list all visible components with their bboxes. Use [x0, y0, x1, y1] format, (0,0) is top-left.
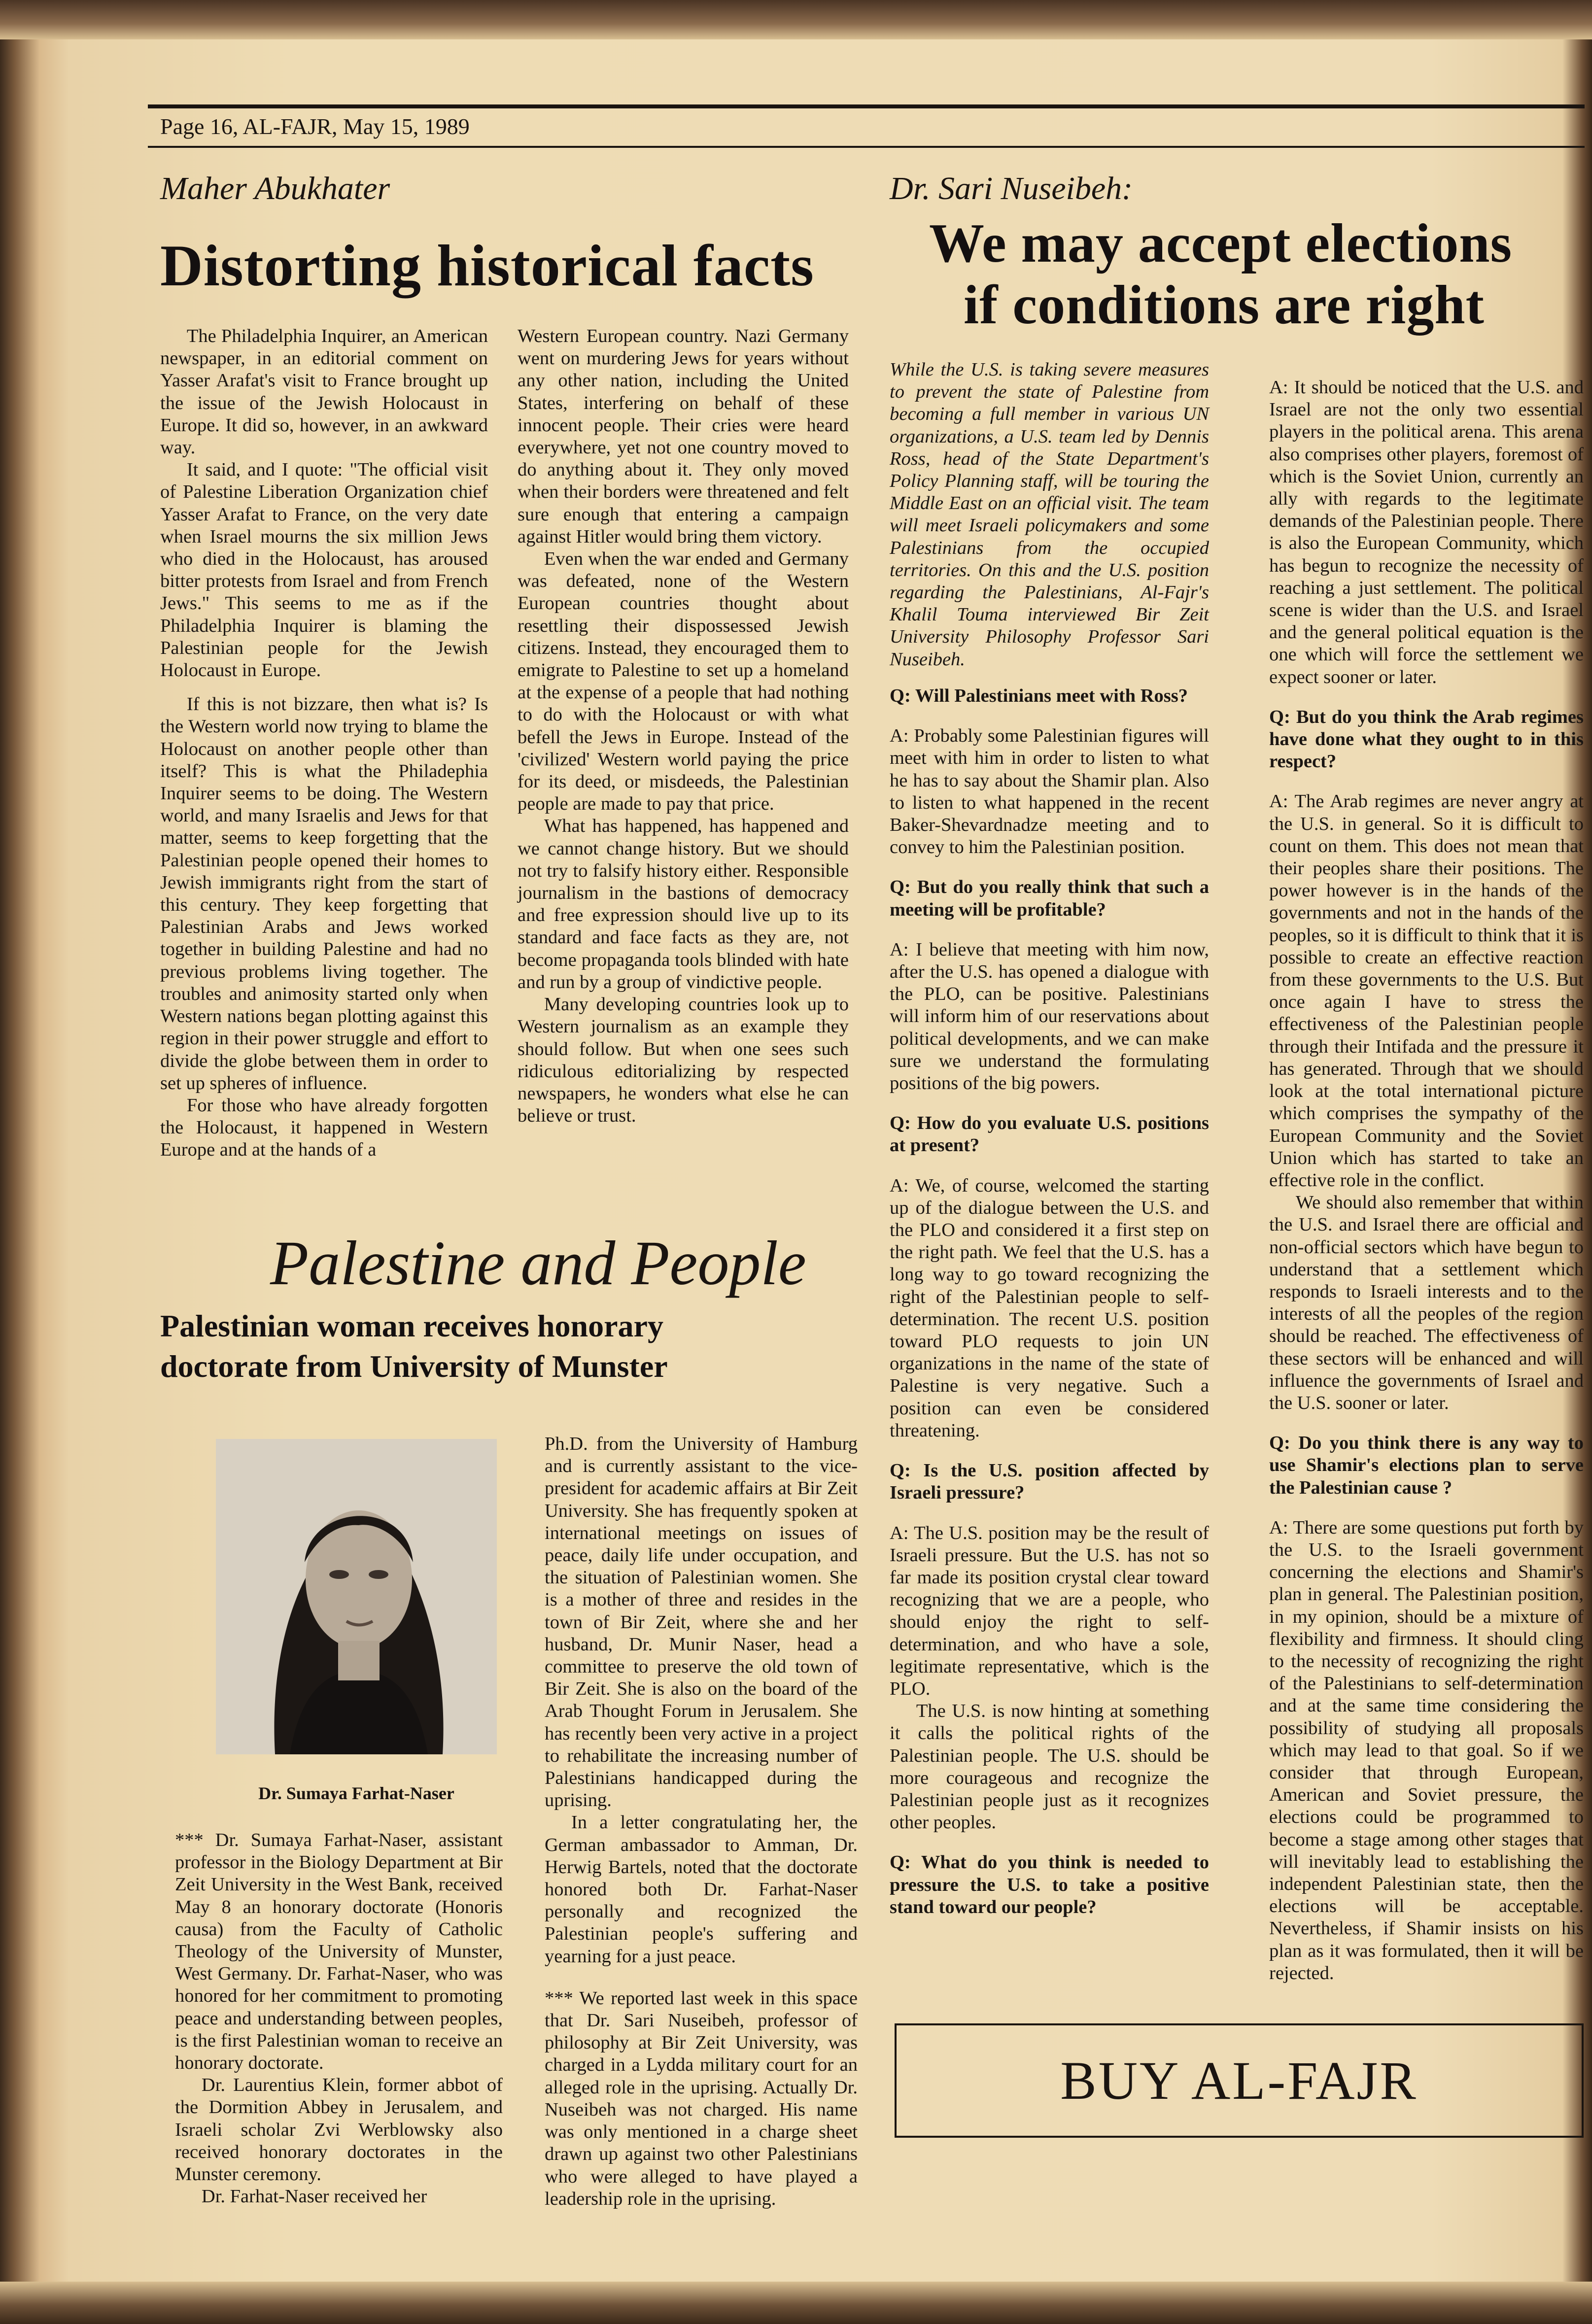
page-top-edge [0, 0, 1592, 39]
right-headline-line-1: We may accept elections [929, 213, 1513, 274]
paragraph: Many developing countries look up to Western journalism as an example they should follow. But when one sees such ridiculous editorializing by respected newspapers, he wonders what else he can believe or trust. [518, 994, 849, 1127]
paragraph: Dr. Farhat-Naser received her [201, 2186, 427, 2207]
portrait-photo [216, 1439, 497, 1754]
interview-question: Q: What do you think is needed to pressure the U.S. to take a positive stand toward our people? [890, 1852, 1209, 1917]
buy-al-fajr-ad: BUY AL-FAJR [895, 2023, 1584, 2138]
left-byline: Maher Abukhater [160, 171, 390, 206]
paragraph: For those who have already forgotten the Holocaust, it happened in Western Europe and at the hands of a [160, 1094, 488, 1161]
section-headline-line-1: Palestinian woman receives honorary [160, 1308, 663, 1343]
paragraph: Ph.D. from the University of Hamburg and is currently assistant to the vice-president for academic affairs at Bir Zeit University. She has frequently spoken at international meetings on issues of peace, daily life under occupation, and the situation of Palestinian women. She is a mother of three and resides in the town of Bir Zeit, where she and her husband, Dr. Munir Naser, head a committee to preserve the old town of Bir Zeit. She is also on the board of the Arab Thought Forum in Jerusalem. She has recently been very active in a project to rehabilitate the increasing number of Palestinians handicapped during the uprising. [545, 1434, 858, 1811]
section-headline-line-2: doctorate from University of Munster [160, 1349, 668, 1384]
interview-answer: A: It should be noticed that the U.S. and Israel are not the only two essential players in the political arena. This arena also comprises other players, foremost of which is the Soviet Union, currently an ally with regards to the legitimate demands of the Palestinian people. There is also the European Community, which has begun to recognize the necessity of reaching a just settlement. The political scene is wider than the U.S. and Israel and the general political equation is the one which will force the settlement we expect sooner or later. [1269, 377, 1584, 687]
interview-question: Q: Is the U.S. position affected by Israeli pressure? [890, 1460, 1209, 1504]
interview-intro: While the U.S. is taking severe measures to prevent the state of Palestine from becoming a full member in various UN organizations, a U.S. team led by Dennis Ross, head of the State Department's Policy Planning staff, will be touring the Middle East on an official visit. The team will meet Israeli policymakers and some Palestinians from the occupied territories. On this and the U.S. position regarding the Palestinians, Al-Fajr's Khalil Touma interviewed Bir Zeit University Philosophy Professor Sari Nuseibeh. [890, 359, 1209, 670]
interview-question: Q: Will Palestinians meet with Ross? [890, 685, 1188, 706]
interview-column-2 [1269, 359, 1584, 1984]
left-headline: Distorting historical facts [160, 233, 814, 298]
interview-column-1 [890, 685, 1209, 1918]
paragraph: What has happened, has happened and we cannot change history. But we should not try to falsify history either. Responsible journalism in the bastions of democracy and free expression should live up to its standard and face facts as they are, not become propaganda tools blinded with hate and run by a group of vindictive people. [518, 816, 849, 992]
interview-question: Q: Do you think there is any way to use Shamir's elections plan to serve the Palestinian cause ? [1269, 1433, 1584, 1498]
paragraph: It said, and I quote: "The official visit of Palestine Liberation Organization chief Yasser Arafat to France, on the very date when Israel mourns the six million Jews who died in the Holocaust, has aroused bitter protests from Israel and from French Jews." This seems to me as if the Philadelphia Inquirer is blaming the Palestinian people for the Jewish Holocaust in Europe. [160, 459, 488, 681]
interview-question: Q: But do you really think that such a meeting will be profitable? [890, 877, 1209, 920]
photo-caption: Dr. Sumaya Farhat-Naser [258, 1783, 454, 1803]
paragraph: *** Dr. Sumaya Farhat-Naser, assistant professor in the Biology Department at Bir Zeit University in the West Bank, received May 8 an honorary doctorate (Honoris causa) from the Faculty of Catholic Theology of the University of Munster, West Germany. Dr. Farhat-Naser, who was honored for her commitment to promoting peace and understanding between peoples, is the first Palestinian woman to receive an honorary doctorate. [175, 1830, 503, 2074]
page-header: Page 16, AL-FAJR, May 15, 1989 [160, 114, 470, 139]
paragraph: Even when the war ended and Germany was defeated, none of the Western European countries thought about resettling their dispossessed Jewish citizens. Instead, they encouraged them to emigrate to Palestine to set up a homeland at the expense of a people that had nothing to do with the Holocaust or with what befell the Jews in Europe. Instead of the 'civilized' Western world paying the price for its deed, or misdeeds, the Palestinian people are made to pay that price. [518, 548, 849, 815]
interview-answer: A: The Arab regimes are never angry at the U.S. in general. So it is difficult to count on them. This does not mean that their peoples share their positions. The power however is in the hands of the governments and not in the hands of the peoples, so it is difficult to think that it is possible to create an effective reaction from these governments to the U.S. But once again I have to stress the effectiveness of the Palestinian people through their Intifada and the pressure it has generated. Through that we should look at the total international picture which comprises the sympathy of the European Community and the Soviet Union which has started to take an effective role in the conflict. [1269, 791, 1584, 1191]
left-article-column-2 [518, 325, 849, 1127]
paragraph: Dr. Laurentius Klein, former abbot of the Dormition Abbey in Jerusalem, and Israeli scholar Zvi Werblowsky also received honorary doctorates in the Munster ceremony. [175, 2075, 503, 2185]
section-column-2 [545, 1433, 858, 2210]
section-title: Palestine and People [270, 1228, 806, 1298]
interview-answer: A: There are some questions put forth by the U.S. to the Israeli government concerning the elections and Shamir's plan in general. The Palestinian position, in my opinion, should be a mixture of flexibility and firmness. It should cling to the necessity of recognizing the right of the Palestinians to self-determination and at the same time considering the possibility of studying all proposals which may lead to that goal. So if we consider that through European, American and Soviet pressure, the elections could be programmed to become a stage among other stages that will inevitably lead to establishing the independent Palestinian state, then the elections will be acceptable. Nevertheless, if Shamir insists on his plan as it was formulated, then it will be rejected. [1269, 1517, 1584, 1983]
paragraph: The U.S. is now hinting at something it calls the political rights of the Palestinian people. The U.S. should be more courageous and recognize the Palestinian people just as it recognizes other peoples. [890, 1701, 1209, 1833]
interview-question: Q: How do you evaluate U.S. positions at present? [890, 1113, 1209, 1156]
paragraph: We should also remember that within the U.S. and Israel there are official and non-official sectors which have begun to understand that a settlement which responds to Israeli interests and to the interests of all the peoples of the region should be reached. The effectiveness of these sectors will be enhanced and will influence the governments of Israel and the U.S. sooner or later. [1269, 1192, 1584, 1413]
right-byline: Dr. Sari Nuseibeh: [890, 171, 1133, 206]
portrait-image [216, 1439, 497, 1754]
right-headline-line-2: if conditions are right [964, 274, 1485, 336]
interview-answer: A: The U.S. position may be the result of Israeli pressure. But the U.S. has not so far made its position crystal clear toward recognizing that we are a people, who should enjoy the right to self-determination, and who have a sole, legitimate representative, which is the PLO. [890, 1522, 1209, 1699]
paragraph: If this is not bizzare, then what is? Is the Western world now trying to blame the Holocaust on another people other than itself? This is what the Philadephia Inquirer seems to be doing. The Western world, and many Israelis and Jews for that matter, seems to keep forgetting that the Palestinian people opened their homes to Jewish immigrants right from the start of this century. They keep forgetting that Palestinian Arabs and Jews worked together in building Palestine and had no previous problems living together. The troubles and animosity started only when Western nations began plotting against this region in their power struggle and effort to divide the globe between them in order to set up spheres of influence. [160, 694, 488, 1094]
paragraph: *** We reported last week in this space that Dr. Sari Nuseibeh, professor of philosophy at Bir Zeit University, was charged in a Lydda military court for an alleged role in the uprising. Actually Dr. Nuseibeh was not charged. His name was only mentioned in a charge sheet drawn up against two other Palestinians who were alleged to have played a leadership role in the uprising. [545, 1987, 858, 2209]
interview-question: Q: But do you think the Arab regimes have done what they ought to in this respect? [1269, 706, 1584, 772]
paragraph: Western European country. Nazi Germany went on murdering Jews for years without any other nation, including the United States, interfering on behalf of these innocent people. Their cries were heard everywhere, yet not one country moved to do anything about it. They only moved when their borders were threatened and felt sure enough that entering a campaign against Hitler would bring them victory. [518, 326, 849, 547]
header-bottom-rule [148, 146, 1585, 148]
interview-answer: A: We, of course, welcomed the starting up of the dialogue between the U.S. and the PLO and considered it a first step on the right path. We feel that the U.S. has a long way to go toward recognizing the right of the Palestinian people to self-determination. The recent U.S. position toward PLO requests to join UN organizations in the name of the state of Palestine is very negative. Such a position can even be considered threatening. [890, 1175, 1209, 1441]
page-bottom-edge [0, 2282, 1592, 2324]
header-top-rule [148, 104, 1585, 108]
paragraph: The Philadelphia Inquirer, an American newspaper, in an editorial comment on Yasser Arafat's visit to France brought up the issue of the Jewish Holocaust in Europe. It did so, however, in an awkward way. [160, 326, 488, 458]
interview-answer: A: Probably some Palestinian figures will meet with him in order to listen to what he has to say about the Shamir plan. Also to listen to what happened in the recent Baker-Shevardnadze meeting and to convey to him the Palestinian position. [890, 725, 1209, 858]
left-article-column-1 [160, 325, 488, 1162]
interview-answer: A: I believe that meeting with him now, after the U.S. has opened a dialogue with the PLO, can be positive. Palestinians will inform him of our reservations about political developments, and we can make sure we understand the formulating positions of the big powers. [890, 939, 1209, 1094]
paragraph: In a letter congratulating her, the German ambassador to Amman, Dr. Herwig Bartels, noted that the doctorate honored both Dr. Farhat-Naser personally and recognized the Palestinian people's suffering and yearning for a just peace. [545, 1812, 858, 1967]
section-column-1 [175, 1829, 503, 2208]
